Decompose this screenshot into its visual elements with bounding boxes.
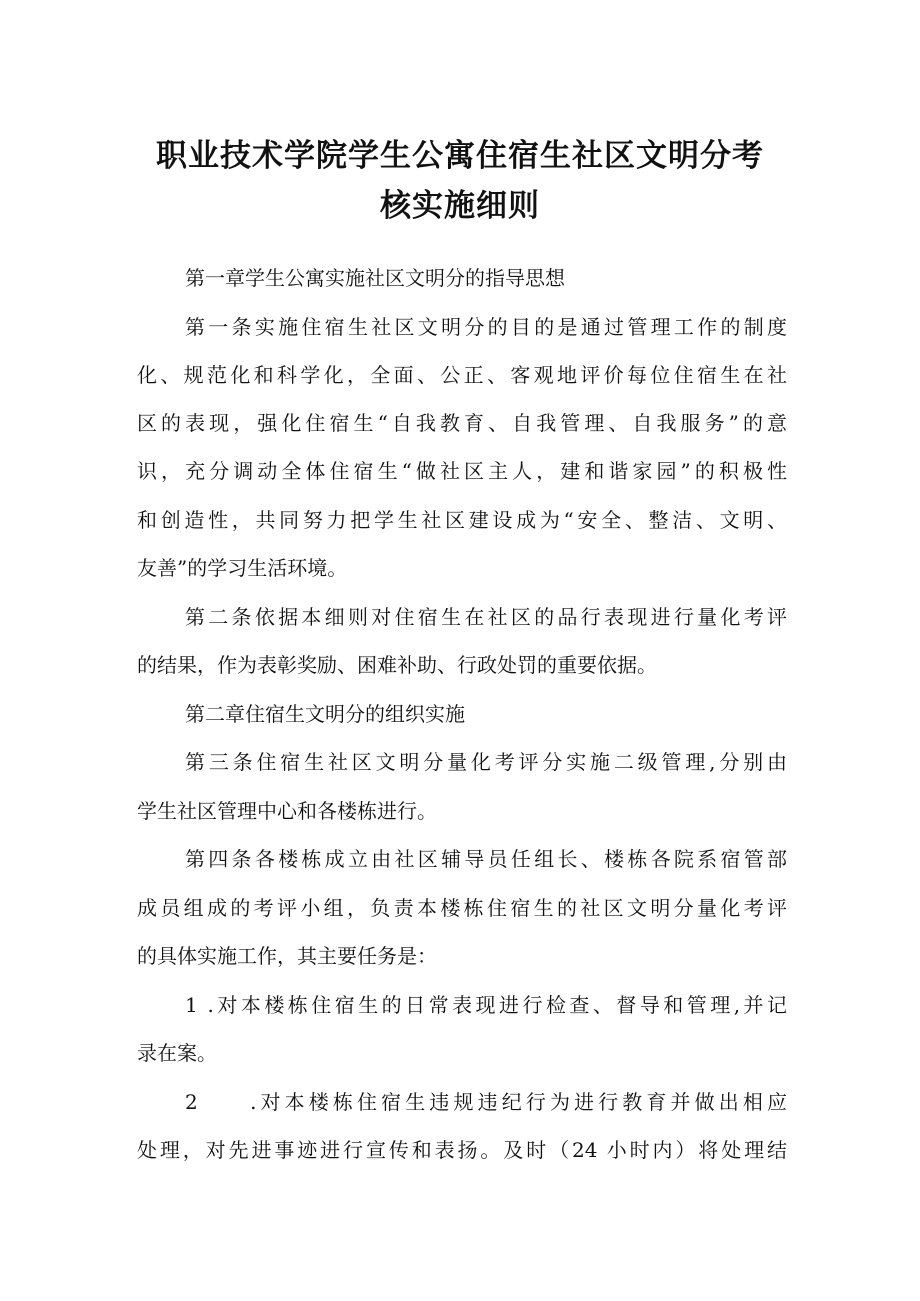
item-1-line: 1 .对本楼栋住宿生的日常表现进行检查、督导和管理,并记 — [185, 993, 787, 1017]
article-3-line: 学生社区管理中心和各楼栋进行。 — [137, 799, 437, 823]
item-2-line: 2 .对本楼栋住宿生违规违纪行为进行教育并做出相应 — [185, 1090, 787, 1114]
title-line-2: 核实施细则 — [380, 188, 540, 224]
article-3-line: 第三条住宿生社区文明分量化考评分实施二级管理,分别由 — [185, 750, 787, 774]
title-line-1: 职业技术学院学生公寓住宿生社区文明分考 — [156, 138, 764, 174]
article-1-line: 识，充分调动全体住宿生“做社区主人，建和谐家园”的积极性 — [137, 459, 787, 483]
item-1-line: 录在案。 — [137, 1041, 217, 1065]
article-1-line: 友善”的学习生活环境。 — [137, 556, 348, 580]
article-4-line: 第四条各楼栋成立由社区辅导员任组长、楼栋各院系宿管部 — [185, 847, 787, 871]
article-1-line: 和创造性，共同努力把学生社区建设成为“安全、整洁、文明、 — [137, 508, 787, 532]
article-1-line: 区的表现，强化住宿生“自我教育、自我管理、自我服务”的意 — [137, 411, 787, 435]
chapter-2-heading: 第二章住宿生文明分的组织实施 — [185, 702, 465, 726]
article-1-line: 化、规范化和科学化，全面、公正、客观地评价每位住宿生在社 — [137, 363, 787, 387]
article-1-line: 第一条实施住宿生社区文明分的目的是通过管理工作的制度 — [185, 315, 787, 339]
chapter-1-heading: 第一章学生公寓实施社区文明分的指导思想 — [185, 266, 565, 290]
item-2-line: 处理，对先进事迹进行宣传和表扬。及时（24 小时内）将处理结 — [137, 1138, 787, 1162]
article-2-line: 的结果，作为表彰奖励、困难补助、行政处罚的重要依据。 — [137, 653, 657, 677]
article-2-line: 第二条依据本细则对住宿生在社区的品行表现进行量化考评 — [185, 605, 787, 629]
article-4-line: 的具体实施工作，其主要任务是： — [137, 944, 437, 968]
article-4-line: 成员组成的考评小组，负责本楼栋住宿生的社区文明分量化考评 — [137, 896, 787, 920]
